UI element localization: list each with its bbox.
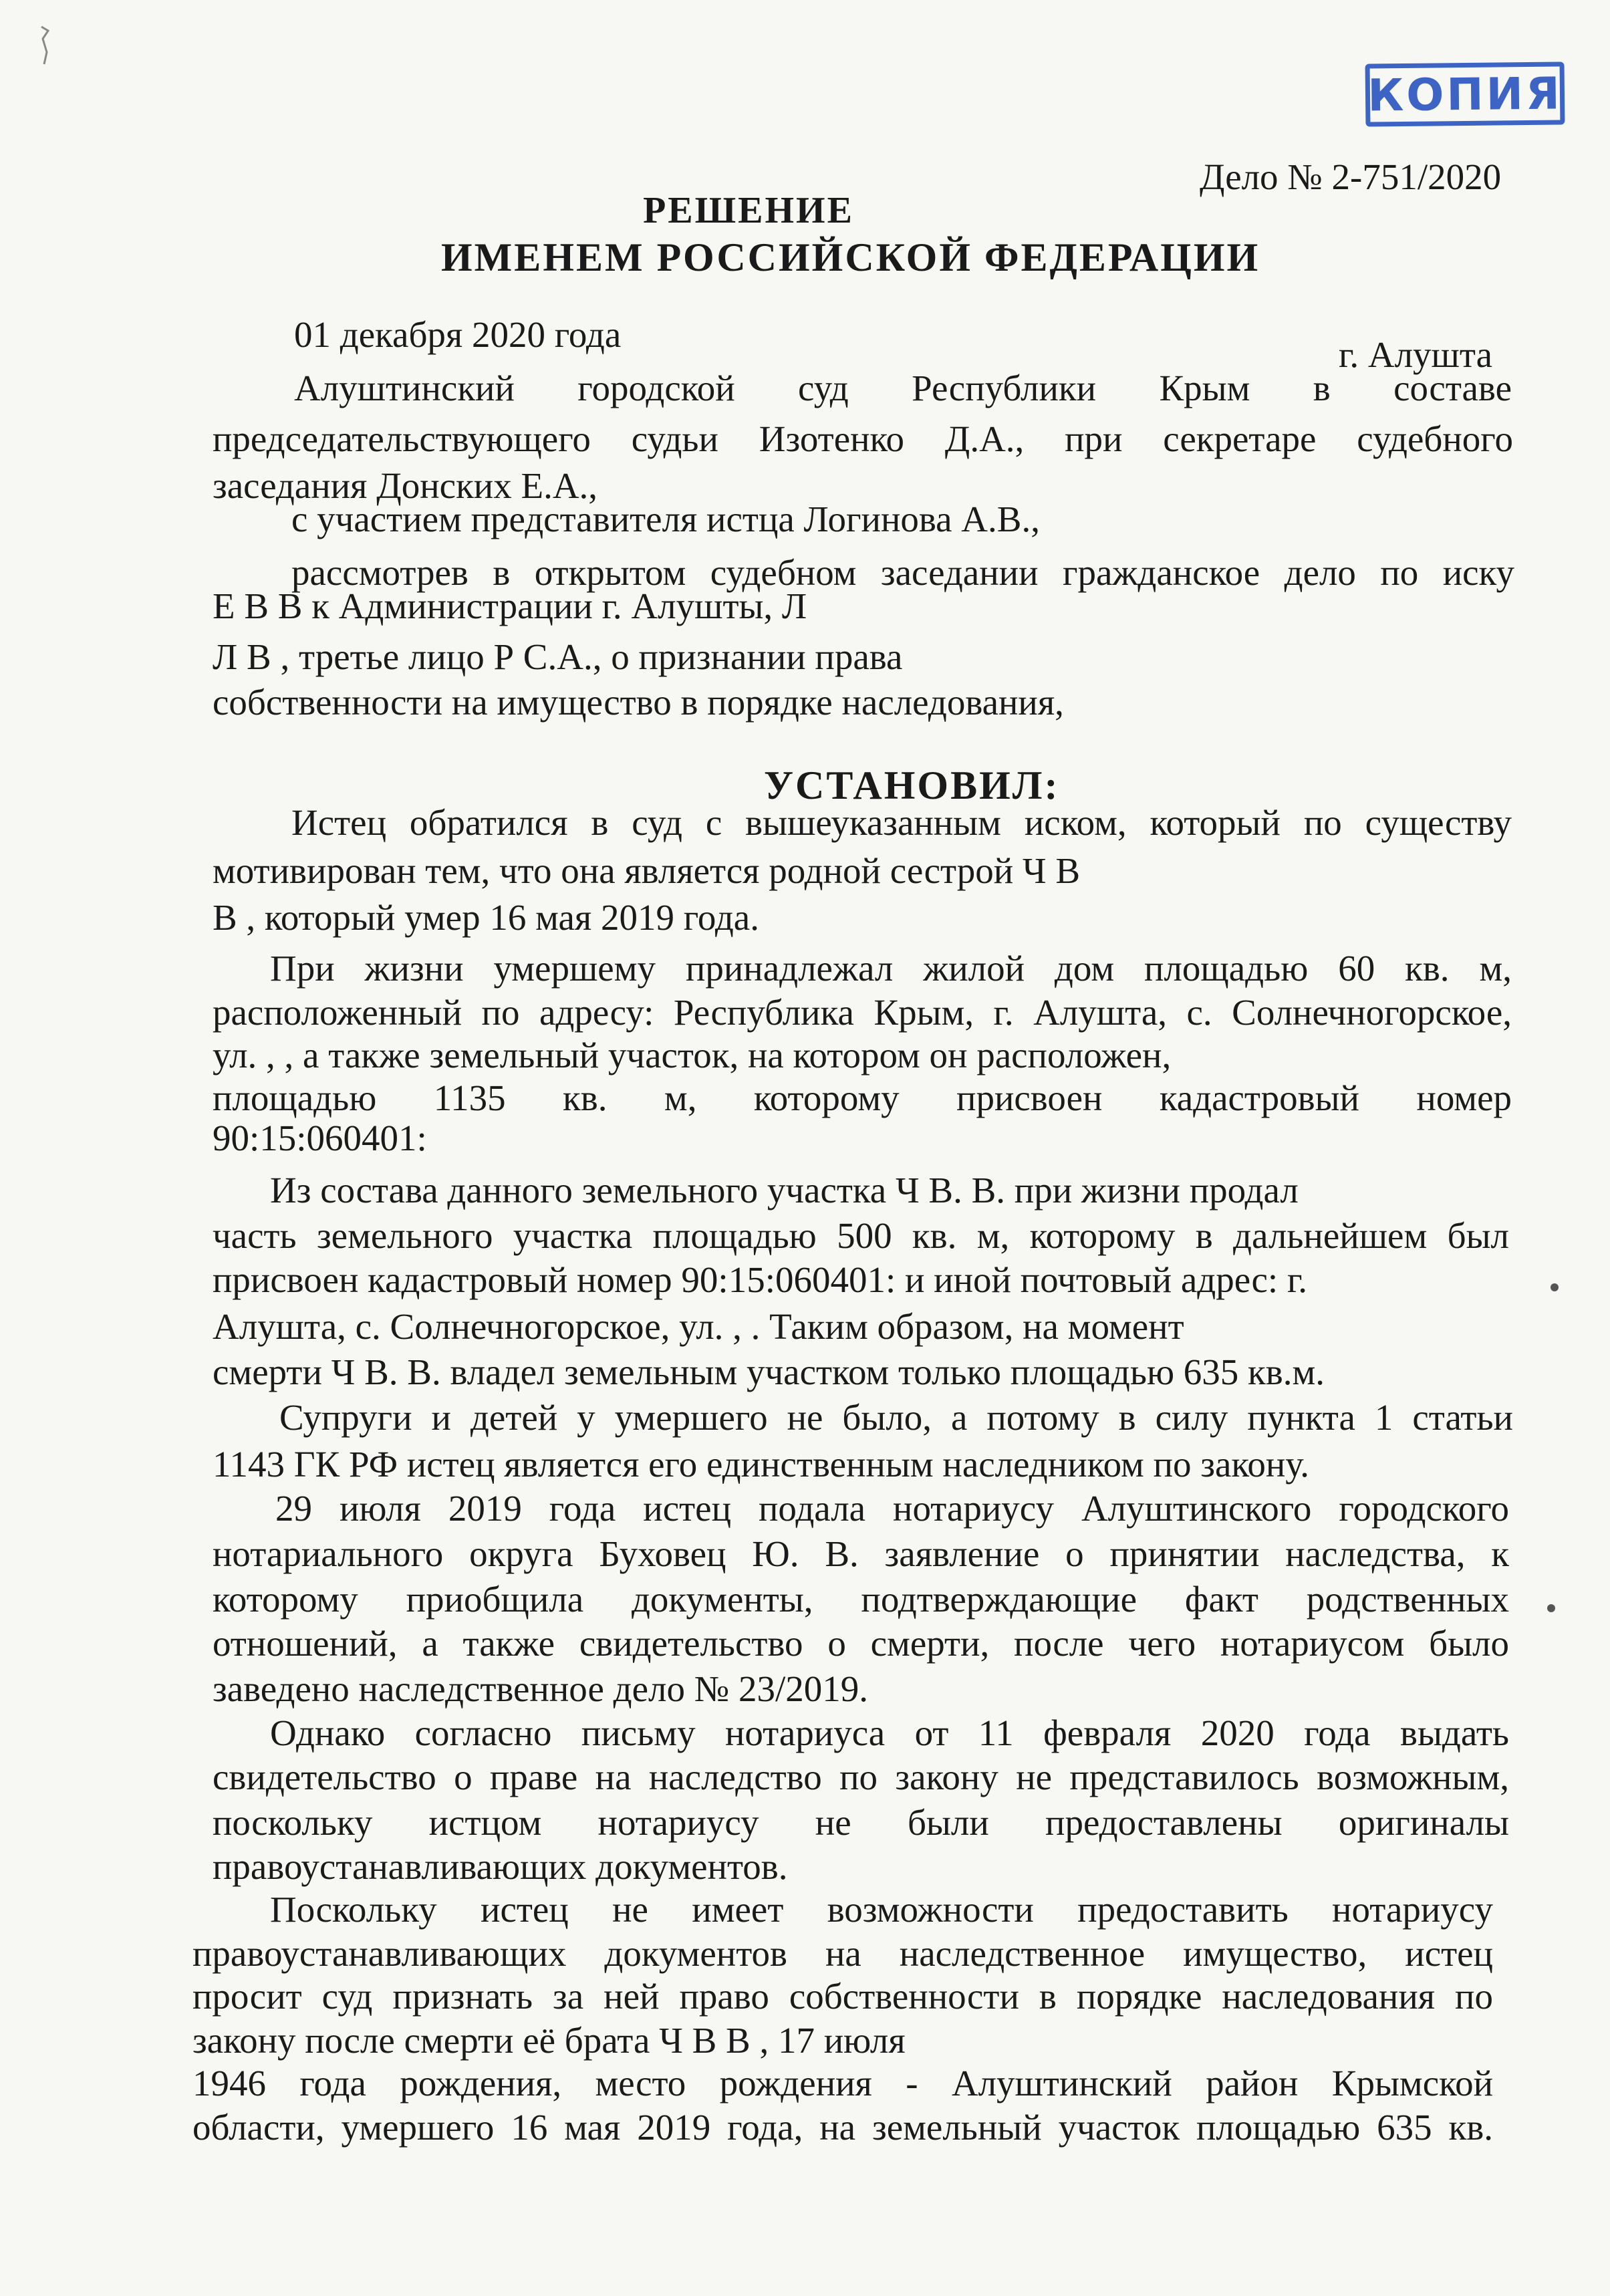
body-line: ул. , , а также земельный участок, на котором он расположен, (213, 1035, 1172, 1075)
intro-line: Л В , третье лицо Р С.А., о признании права (213, 636, 903, 677)
body-line: мотивирован тем, что она является родной сестрой Ч В (213, 850, 1081, 891)
intro-line: Е В В к Администрации г. Алушты, Л (213, 586, 807, 626)
scan-dot (1551, 1283, 1559, 1291)
body-line: 1946 года рождения, место рождения - Алуштинский район Крымской (192, 2063, 1493, 2103)
title-text: РЕШЕНИЕ (643, 190, 854, 231)
body-line: закону после смерти её брата Ч В В , 17 июля (192, 2020, 906, 2061)
intro-line: рассмотрев в открытом судебном заседании гражданское дело по иску (291, 552, 1514, 593)
body-line: отношений, а также свидетельство о смерти, после чего нотариусом было (213, 1623, 1509, 1664)
body-line: присвоен кадастровый номер 90:15:060401: и иной почтовый адрес: г. (213, 1259, 1308, 1300)
body-line: Алушта, с. Солнечногорское, ул. , . Таким образом, на момент (213, 1306, 1184, 1347)
copy-stamp: КОПИЯ (1365, 61, 1565, 126)
body-line: свидетельство о праве на наследство по закону не представилось возможным, (213, 1757, 1509, 1797)
body-line: Супруги и детей у умершего не было, а потому в силу пункта 1 статьи (279, 1397, 1513, 1438)
body-line: Истец обратился в суд с вышеуказанным иском, который по существу (291, 802, 1512, 843)
decision-city: г. Алушта (1339, 334, 1492, 375)
body-line: просит суд признать за ней право собственности в порядке наследования по (192, 1976, 1493, 2017)
body-line: площадью 1135 кв. м, которому присвоен кадастровый номер (213, 1077, 1512, 1118)
scan-dot (1547, 1604, 1555, 1612)
body-line: 90:15:060401: (213, 1118, 427, 1158)
body-line: которому приобщила документы, подтверждающие факт родственных (213, 1579, 1509, 1620)
margin-mark-icon (39, 25, 52, 66)
intro-line: председательствующего судьи Изотенко Д.А., при секретаре судебного (213, 418, 1513, 459)
body-line: Поскольку истец не имеет возможности предоставить нотариусу (270, 1889, 1493, 1930)
body-line: В , который умер 16 мая 2019 года. (213, 897, 759, 938)
case-number: Дело № 2-751/2020 (1200, 156, 1502, 197)
body-line: правоустанавливающих документов на наследственное имущество, истец (192, 1933, 1493, 1974)
intro-line: заседания Донских Е.А., (213, 465, 598, 506)
section-heading: УСТАНОВИЛ: (764, 763, 1060, 807)
body-line: 29 июля 2019 года истец подала нотариусу Алуштинского городского (275, 1488, 1509, 1529)
body-line: заведено наследственное дело № 23/2019. (213, 1668, 868, 1709)
body-line: области, умершего 16 мая 2019 года, на земельный участок площадью 635 кв. (192, 2107, 1493, 2148)
intro-line: с участием представителя истца Логинова А.В., (291, 499, 1040, 539)
body-line: смерти Ч В. В. владел земельным участком только площадью 635 кв.м. (213, 1352, 1325, 1392)
body-line: правоустанавливающих документов. (213, 1846, 788, 1887)
body-line: Однако согласно письму нотариуса от 11 февраля 2020 года выдать (270, 1712, 1509, 1753)
intro-line: Алуштинский городской суд Республики Крым в составе (294, 368, 1512, 408)
decision-date: 01 декабря 2020 года (294, 314, 622, 355)
body-line: 1143 ГК РФ истец является его единственным наследником по закону. (213, 1444, 1310, 1485)
intro-line: собственности на имущество в порядке наследования, (213, 682, 1064, 723)
body-line: Из состава данного земельного участка Ч В. В. при жизни продал (270, 1170, 1299, 1210)
body-line: нотариального округа Буховец Ю. В. заявление о принятии наследства, к (213, 1533, 1509, 1574)
body-line: расположенный по адресу: Республика Крым, г. Алушта, с. Солнечногорское, (213, 992, 1512, 1033)
body-line: поскольку истцом нотариусу не были предоставлены оригиналы (213, 1802, 1509, 1843)
document-subtitle: ИМЕНЕМ РОССИЙСКОЙ ФЕДЕРАЦИИ (441, 235, 1260, 279)
body-line: часть земельного участка площадью 500 кв. м, которому в дальнейшем был (213, 1215, 1509, 1256)
body-line: При жизни умершему принадлежал жилой дом площадью 60 кв. м, (270, 948, 1512, 989)
